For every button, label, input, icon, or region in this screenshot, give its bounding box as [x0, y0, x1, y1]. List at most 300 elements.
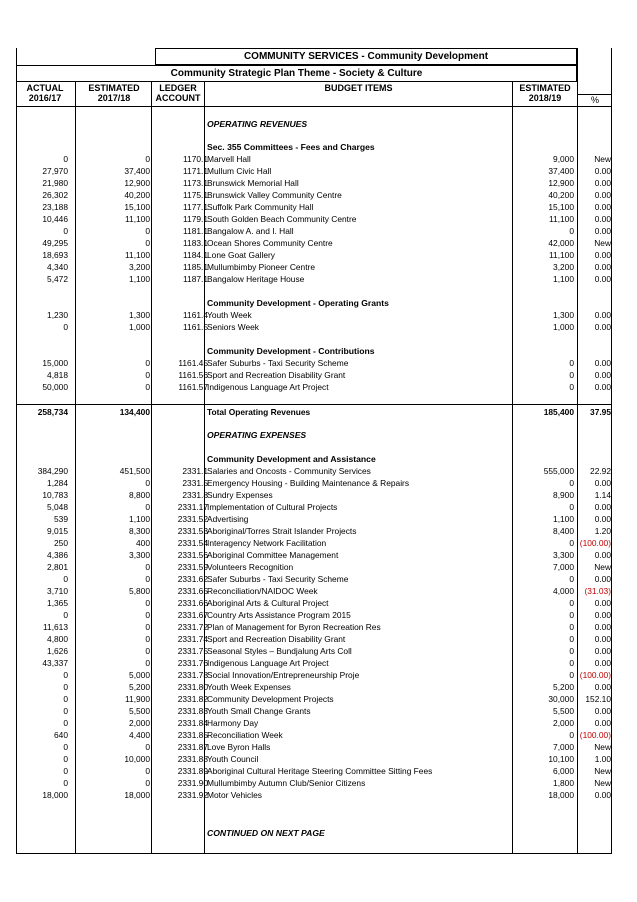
- pct-cell: 0.00: [594, 370, 611, 380]
- item-cell: Community Development and Assistance: [207, 454, 376, 464]
- ledger-cell: 2331.62: [177, 574, 208, 584]
- actual-cell: 23,188: [42, 202, 68, 212]
- estimated-cell: 5,200: [129, 682, 150, 692]
- actual-cell: 21,980: [42, 178, 68, 188]
- table-row: [16, 513, 612, 525]
- table-row: [16, 561, 612, 573]
- table-row: [16, 357, 612, 369]
- item-cell: Interagency Network Facilitation: [207, 538, 327, 548]
- estimated-cell: 5,800: [129, 586, 150, 596]
- table-row: [16, 525, 612, 537]
- actual-cell: 0: [63, 670, 68, 680]
- actual-cell: 0: [63, 718, 68, 728]
- table-row: [16, 633, 612, 645]
- estimated-next-cell: 2,000: [553, 718, 574, 728]
- estimated-next-cell: 0: [569, 358, 574, 368]
- item-cell: Youth Council: [207, 754, 259, 764]
- item-cell: Mullumbimby Pioneer Centre: [207, 262, 315, 272]
- estimated-cell: 0: [145, 562, 150, 572]
- item-cell: Advertising: [207, 514, 249, 524]
- pct-cell: 0.00: [594, 790, 611, 800]
- estimated-cell: 12,900: [124, 178, 150, 188]
- ledger-cell: 1161.4: [183, 310, 208, 320]
- ledger-cell: 2331.92: [177, 790, 208, 800]
- actual-cell: 1,365: [47, 598, 68, 608]
- estimated-next-cell: 0: [569, 610, 574, 620]
- estimated-next-cell: 12,900: [548, 178, 574, 188]
- table-row: [16, 201, 612, 213]
- section-heading-row: [16, 429, 612, 441]
- item-cell: Safer Suburbs - Taxi Security Scheme: [207, 358, 349, 368]
- table-row: [16, 549, 612, 561]
- table-row: [16, 225, 612, 237]
- estimated-cell: 0: [145, 610, 150, 620]
- actual-cell: 4,818: [47, 370, 68, 380]
- estimated-cell: 18,000: [124, 790, 150, 800]
- item-cell: Volunteers Recognition: [207, 562, 294, 572]
- pct-cell: (31.03): [584, 586, 611, 596]
- actual-cell: 0: [63, 574, 68, 584]
- estimated-next-cell: 37,400: [548, 166, 574, 176]
- ledger-cell: 1181.1: [183, 226, 208, 236]
- item-cell: Sport and Recreation Disability Grant: [207, 370, 346, 380]
- estimated-cell: 0: [145, 502, 150, 512]
- ledger-cell: 2331.85: [177, 730, 208, 740]
- estimated-cell: 4,400: [129, 730, 150, 740]
- estimated-next-cell: 0: [569, 478, 574, 488]
- pct-cell: (100.00): [579, 670, 611, 680]
- actual-cell: 4,340: [47, 262, 68, 272]
- actual-cell: 0: [63, 742, 68, 752]
- pct-header-top-rule: [577, 94, 612, 95]
- table-row: [16, 501, 612, 513]
- estimated-next-cell: 0: [569, 382, 574, 392]
- actual-cell: 258,734: [37, 407, 68, 417]
- page-subtitle: Community Strategic Plan Theme - Society & Culture: [16, 65, 577, 82]
- ledger-cell: 1179.1: [183, 214, 208, 224]
- ledger-cell: 2331.52: [177, 514, 208, 524]
- pct-header-bottom-rule: [577, 106, 612, 107]
- item-cell: Bangalow A. and I. Hall: [207, 226, 294, 236]
- ledger-cell: 2331.1: [182, 466, 208, 476]
- ledger-cell: 1161.56: [178, 370, 208, 380]
- actual-cell: 384,290: [37, 466, 68, 476]
- pct-cell: 0.00: [594, 262, 611, 272]
- estimated-cell: 400: [136, 538, 150, 548]
- col-actual-header: ACTUAL 2016/17: [26, 83, 64, 103]
- estimated-next-cell: 10,100: [548, 754, 574, 764]
- pct-cell: 0.00: [594, 178, 611, 188]
- estimated-next-cell: 0: [569, 730, 574, 740]
- actual-cell: 9,015: [47, 526, 68, 536]
- estimated-cell: 2,000: [129, 718, 150, 728]
- estimated-cell: 0: [145, 226, 150, 236]
- ledger-cell: 2331.74: [177, 634, 208, 644]
- table-row: [16, 273, 612, 285]
- ledger-cell: 1183.1: [183, 238, 208, 248]
- estimated-next-cell: 0: [569, 502, 574, 512]
- estimated-cell: 1,100: [129, 514, 150, 524]
- pct-cell: 1.20: [594, 526, 611, 536]
- estimated-next-cell: 1,800: [553, 778, 574, 788]
- ledger-cell: 2331.83: [177, 706, 208, 716]
- actual-cell: 0: [63, 778, 68, 788]
- actual-cell: 640: [54, 730, 68, 740]
- estimated-cell: 40,200: [124, 190, 150, 200]
- item-cell: Indigenous Language Art Project: [207, 658, 329, 668]
- estimated-cell: 1,000: [129, 322, 150, 332]
- estimated-next-cell: 0: [569, 622, 574, 632]
- table-row: [16, 669, 612, 681]
- table-row: [16, 609, 612, 621]
- pct-cell: 0.00: [594, 598, 611, 608]
- ledger-cell: 2331.84: [177, 718, 208, 728]
- item-cell: Indigenous Language Art Project: [207, 382, 329, 392]
- estimated-cell: 8,800: [129, 490, 150, 500]
- ledger-cell: 1185.1: [183, 262, 208, 272]
- ledger-cell: 1161.57: [178, 382, 208, 392]
- actual-cell: 0: [63, 322, 68, 332]
- table-row: [16, 789, 612, 801]
- pct-cell: 0.00: [594, 646, 611, 656]
- estimated-next-cell: 8,900: [553, 490, 574, 500]
- table-row: [16, 369, 612, 381]
- estimated-cell: 8,300: [129, 526, 150, 536]
- item-cell: Youth Week: [207, 310, 252, 320]
- estimated-next-cell: 1,000: [553, 322, 574, 332]
- estimated-next-cell: 4,000: [553, 586, 574, 596]
- estimated-cell: 0: [145, 574, 150, 584]
- estimated-cell: 11,900: [125, 694, 150, 704]
- estimated-next-cell: 5,500: [553, 706, 574, 716]
- estimated-next-cell: 0: [569, 574, 574, 584]
- estimated-next-cell: 0: [569, 658, 574, 668]
- table-row: [16, 657, 612, 669]
- table-row: [16, 693, 612, 705]
- estimated-next-cell: 11,100: [549, 214, 574, 224]
- actual-cell: 49,295: [42, 238, 68, 248]
- table-row: [16, 729, 612, 741]
- table-row: [16, 765, 612, 777]
- actual-cell: 0: [63, 766, 68, 776]
- actual-cell: 1,230: [47, 310, 68, 320]
- pct-cell: 0.00: [594, 310, 611, 320]
- estimated-next-cell: 40,200: [548, 190, 574, 200]
- item-cell: OPERATING EXPENSES: [207, 430, 307, 440]
- pct-cell: (100.00): [579, 538, 611, 548]
- pct-cell: New: [594, 238, 611, 248]
- ledger-cell: 2331.67: [177, 610, 208, 620]
- actual-cell: 2,801: [47, 562, 68, 572]
- estimated-next-cell: 0: [569, 538, 574, 548]
- estimated-cell: 11,100: [125, 214, 150, 224]
- table-row: [16, 189, 612, 201]
- estimated-cell: 3,200: [129, 262, 150, 272]
- item-cell: Emergency Housing - Building Maintenance & Repairs: [207, 478, 410, 488]
- estimated-cell: 11,100: [125, 250, 150, 260]
- actual-cell: 26,302: [42, 190, 68, 200]
- actual-cell: 250: [54, 538, 68, 548]
- pct-cell: New: [594, 562, 611, 572]
- estimated-next-cell: 7,000: [553, 562, 574, 572]
- estimated-cell: 5,500: [129, 706, 150, 716]
- estimated-cell: 0: [145, 478, 150, 488]
- table-row: [16, 597, 612, 609]
- item-cell: Bangalow Heritage House: [207, 274, 305, 284]
- ledger-cell: 1187.1: [183, 274, 208, 284]
- estimated-cell: 1,100: [129, 274, 150, 284]
- pct-cell: 0.00: [594, 226, 611, 236]
- pct-cell: 0.00: [594, 550, 611, 560]
- ledger-cell: 2331.87: [177, 742, 208, 752]
- estimated-next-cell: 42,000: [548, 238, 574, 248]
- estimated-cell: 37,400: [124, 166, 150, 176]
- estimated-next-cell: 30,000: [548, 694, 574, 704]
- ledger-cell: 1170.1: [183, 154, 208, 164]
- estimated-cell: 0: [145, 634, 150, 644]
- ledger-cell: 1161.5: [183, 322, 208, 332]
- table-row: [16, 381, 612, 393]
- actual-cell: 0: [63, 754, 68, 764]
- section-heading-row: [16, 141, 612, 153]
- item-cell: Lone Goat Gallery: [207, 250, 275, 260]
- actual-cell: 4,386: [47, 550, 68, 560]
- estimated-next-cell: 0: [569, 370, 574, 380]
- table-row: [16, 465, 612, 477]
- table-row: [16, 309, 612, 321]
- pct-cell: 0.00: [594, 718, 611, 728]
- pct-cell: New: [594, 742, 611, 752]
- table-row: [16, 753, 612, 765]
- ledger-cell: 2331.89: [177, 766, 208, 776]
- actual-cell: 50,000: [42, 382, 68, 392]
- actual-cell: 4,800: [47, 634, 68, 644]
- item-cell: Love Byron Halls: [207, 742, 271, 752]
- actual-cell: 1,626: [47, 646, 68, 656]
- item-cell: Community Development - Contributions: [207, 346, 375, 356]
- item-cell: Suffolk Park Community Hall: [207, 202, 314, 212]
- table-row: [16, 621, 612, 633]
- ledger-cell: 2331.82: [177, 694, 208, 704]
- estimated-next-cell: 7,000: [553, 742, 574, 752]
- item-cell: Sec. 355 Committees - Fees and Charges: [207, 142, 375, 152]
- item-cell: Brunswick Valley Community Centre: [207, 190, 342, 200]
- estimated-next-cell: 0: [569, 598, 574, 608]
- pct-cell: 0.00: [594, 166, 611, 176]
- table-row: [16, 585, 612, 597]
- item-cell: Aboriginal Cultural Heritage Steering Committee Sitting Fees: [207, 766, 433, 776]
- estimated-cell: 10,000: [124, 754, 150, 764]
- item-cell: Plan of Management for Byron Recreation Res: [207, 622, 381, 632]
- pct-cell: (100.00): [579, 730, 611, 740]
- pct-cell: 0.00: [594, 610, 611, 620]
- estimated-cell: 0: [145, 622, 150, 632]
- pct-cell: 0.00: [594, 658, 611, 668]
- table-row: [16, 213, 612, 225]
- item-cell: Harmony Day: [207, 718, 259, 728]
- estimated-next-cell: 15,100: [548, 202, 574, 212]
- pct-cell: 0.00: [594, 514, 611, 524]
- pct-cell: 1.14: [594, 490, 611, 500]
- pct-cell: 152.10: [585, 694, 611, 704]
- estimated-cell: 3,300: [129, 550, 150, 560]
- pct-cell: 0.00: [594, 706, 611, 716]
- pct-cell: New: [594, 778, 611, 788]
- section-heading-row: [16, 453, 612, 465]
- section-heading-row: [16, 118, 612, 130]
- actual-cell: 1,284: [47, 478, 68, 488]
- actual-cell: 539: [54, 514, 68, 524]
- total-row: [16, 406, 612, 418]
- header-top-rule: [16, 65, 577, 66]
- actual-cell: 5,048: [47, 502, 68, 512]
- item-cell: Youth Small Change Grants: [207, 706, 311, 716]
- actual-cell: 0: [63, 154, 68, 164]
- actual-cell: 15,000: [42, 358, 68, 368]
- ledger-cell: 1177.1: [183, 202, 208, 212]
- ledger-cell: 2331.8: [182, 490, 208, 500]
- pct-cell: 0.00: [594, 478, 611, 488]
- ledger-cell: 2331.54: [177, 538, 208, 548]
- section-heading-row: [16, 297, 612, 309]
- col-pct-header: %: [590, 95, 599, 105]
- item-cell: Community Development Projects: [207, 694, 334, 704]
- col-estimated-header: ESTIMATED 2017/18: [88, 83, 140, 103]
- table-row: [16, 537, 612, 549]
- estimated-cell: 0: [145, 742, 150, 752]
- estimated-next-cell: 185,400: [543, 407, 574, 417]
- item-cell: Aboriginal/Torres Strait Islander Projects: [207, 526, 357, 536]
- estimated-next-cell: 3,200: [553, 262, 574, 272]
- item-cell: Aboriginal Committee Management: [207, 550, 339, 560]
- actual-cell: 0: [63, 610, 68, 620]
- table-row: [16, 645, 612, 657]
- ledger-cell: 2331.65: [177, 586, 208, 596]
- estimated-next-cell: 8,400: [553, 526, 574, 536]
- pct-cell: 0.00: [594, 358, 611, 368]
- item-cell: Implementation of Cultural Projects: [207, 502, 338, 512]
- ledger-cell: 2331.53: [177, 526, 208, 536]
- estimated-cell: 0: [145, 154, 150, 164]
- estimated-next-cell: 0: [569, 634, 574, 644]
- actual-cell: 0: [63, 694, 68, 704]
- item-cell: Seniors Week: [207, 322, 259, 332]
- pct-cell: 0.00: [594, 382, 611, 392]
- estimated-cell: 0: [145, 646, 150, 656]
- pct-cell: New: [594, 766, 611, 776]
- actual-cell: 11,613: [43, 622, 68, 632]
- ledger-cell: 2331.90: [177, 778, 208, 788]
- estimated-cell: 0: [145, 598, 150, 608]
- table-row: [16, 477, 612, 489]
- pct-cell: 0.00: [594, 322, 611, 332]
- item-cell: Sport and Recreation Disability Grant: [207, 634, 346, 644]
- item-cell: Safer Suburbs - Taxi Security Scheme: [207, 574, 349, 584]
- estimated-cell: 0: [145, 778, 150, 788]
- estimated-next-cell: 0: [569, 226, 574, 236]
- item-cell: Reconciliation Week: [207, 730, 283, 740]
- header-bottom-rule: [16, 106, 577, 107]
- table-row: [16, 165, 612, 177]
- estimated-cell: 5,000: [129, 670, 150, 680]
- estimated-next-cell: 18,000: [548, 790, 574, 800]
- ledger-cell: 1175.1: [183, 190, 208, 200]
- ledger-cell: 2331.56: [177, 550, 208, 560]
- estimated-next-cell: 1,100: [553, 274, 574, 284]
- estimated-next-cell: 1,100: [553, 514, 574, 524]
- actual-cell: 3,710: [47, 586, 68, 596]
- col-estimated-next-header: ESTIMATED 2018/19: [519, 83, 571, 103]
- estimated-cell: 15,100: [124, 202, 150, 212]
- item-cell: Seasonal Styles – Bundjalung Arts Coll: [207, 646, 352, 656]
- estimated-next-cell: 11,100: [549, 250, 574, 260]
- estimated-cell: 1,300: [129, 310, 150, 320]
- table-row: [16, 237, 612, 249]
- pct-cell: 22.92: [590, 466, 611, 476]
- pct-cell: 0.00: [594, 502, 611, 512]
- pct-cell: New: [594, 154, 611, 164]
- estimated-next-cell: 3,300: [553, 550, 574, 560]
- pct-cell: 0.00: [594, 202, 611, 212]
- table-row: [16, 573, 612, 585]
- actual-cell: 18,000: [42, 790, 68, 800]
- estimated-next-cell: 9,000: [553, 154, 574, 164]
- pct-cell: 37.95: [590, 407, 611, 417]
- pct-cell: 0.00: [594, 622, 611, 632]
- estimated-next-cell: 1,300: [553, 310, 574, 320]
- table-row: [16, 153, 612, 165]
- estimated-next-cell: 5,200: [553, 682, 574, 692]
- estimated-cell: 451,500: [119, 466, 150, 476]
- estimated-cell: 0: [145, 358, 150, 368]
- actual-cell: 0: [63, 226, 68, 236]
- table-row: [16, 717, 612, 729]
- actual-cell: 43,337: [42, 658, 68, 668]
- ledger-cell: 1184.1: [183, 250, 208, 260]
- actual-cell: 18,693: [42, 250, 68, 260]
- item-cell: Social Innovation/Entrepreneurship Proje: [207, 670, 360, 680]
- ledger-cell: 2331.72: [177, 622, 208, 632]
- item-cell: Ocean Shores Community Centre: [207, 238, 333, 248]
- pct-cell: 0.00: [594, 682, 611, 692]
- ledger-cell: 1171.1: [183, 166, 208, 176]
- ledger-cell: 2331.88: [177, 754, 208, 764]
- table-row: [16, 489, 612, 501]
- item-cell: Mullumbimby Autumn Club/Senior Citizens: [207, 778, 366, 788]
- page-title: COMMUNITY SERVICES - Community Development: [155, 48, 577, 65]
- col-ledger-header: LEDGER ACCOUNT: [155, 83, 201, 103]
- ledger-cell: 2331.5: [182, 478, 208, 488]
- table-row: [16, 321, 612, 333]
- estimated-next-cell: 555,000: [543, 466, 574, 476]
- pct-cell: 0.00: [594, 214, 611, 224]
- item-cell: Marvell Hall: [207, 154, 251, 164]
- ledger-cell: 1173.1: [183, 178, 208, 188]
- ledger-cell: 2331.59: [177, 562, 208, 572]
- ledger-cell: 2331.75: [177, 646, 208, 656]
- estimated-cell: 134,400: [119, 407, 150, 417]
- item-cell: Country Arts Assistance Program 2015: [207, 610, 351, 620]
- actual-cell: 0: [63, 682, 68, 692]
- estimated-cell: 0: [145, 766, 150, 776]
- item-cell: Community Development - Operating Grants: [207, 298, 389, 308]
- ledger-cell: 2331.78: [177, 670, 208, 680]
- actual-cell: 5,472: [47, 274, 68, 284]
- table-row: [16, 777, 612, 789]
- pct-cell: 0.00: [594, 190, 611, 200]
- table-row: [16, 681, 612, 693]
- table-row: [16, 261, 612, 273]
